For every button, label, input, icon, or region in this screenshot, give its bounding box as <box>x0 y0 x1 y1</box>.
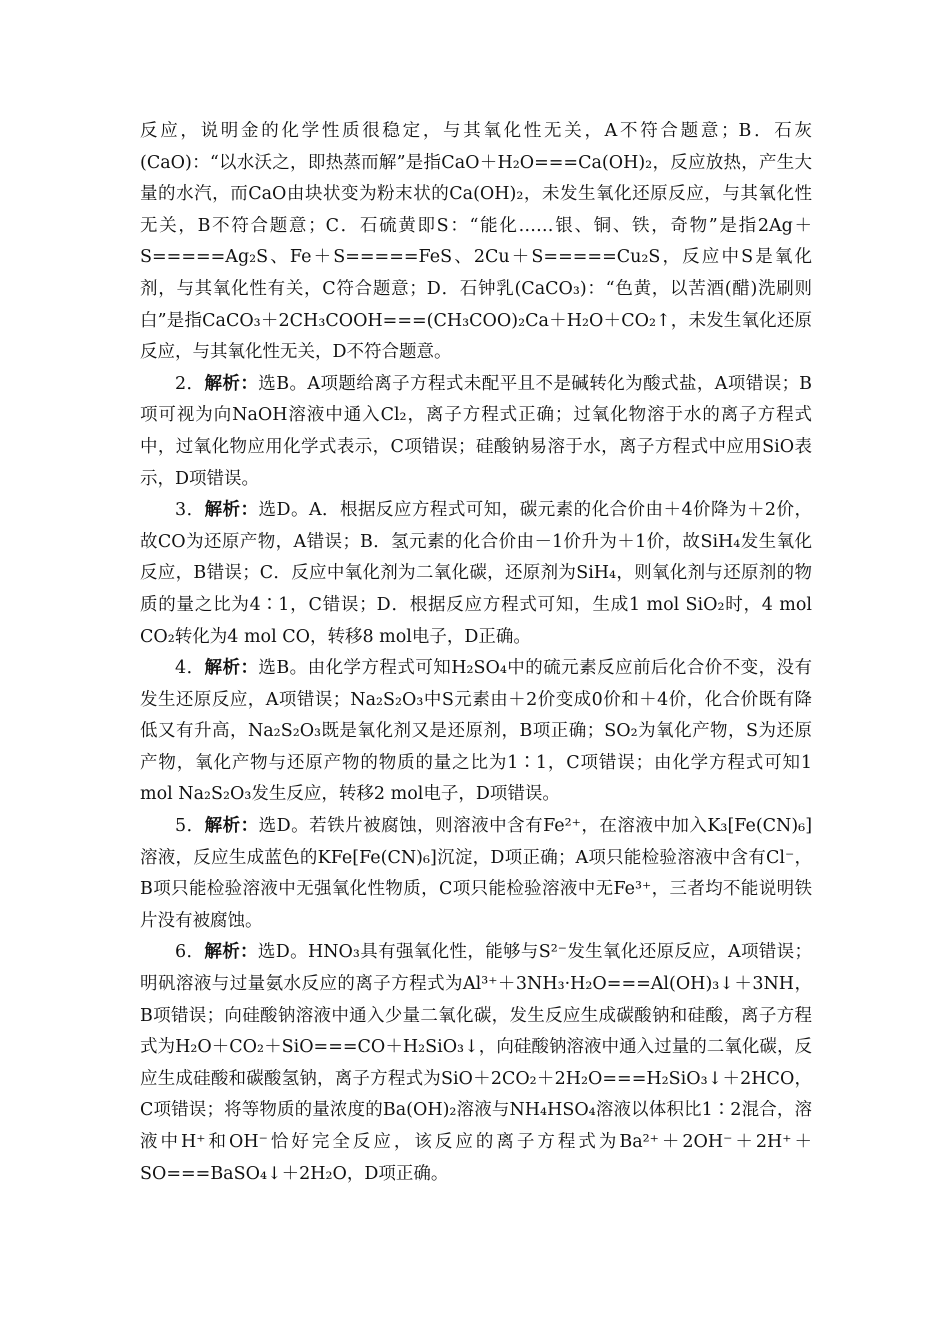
paragraph-text: 选D。A．根据反应方程式可知，碳元素的化合价由＋4价降为＋2价，故CO为还原产物，A错误；B．氢元素的化合价由－1价升为＋1价，故SiH₄发生氧化反应，B错误；C．反应中氧化剂为二氧化碳，还原剂为SiH₄，则氧化剂与还原剂的物质的量之比为4∶1，C错误；D．根据反应方程式可知，生成1 mol SiO₂时，4 mol CO₂转化为4 mol CO，转移8 mol电子，D正确。 <box>140 500 813 647</box>
analysis-label: 解析： <box>204 500 259 521</box>
question-number: 6． <box>175 942 205 963</box>
analysis-label: 解析： <box>204 942 258 963</box>
paragraph-text: 选D。若铁片被腐蚀，则溶液中含有Fe²⁺，在溶液中加入K₃[Fe(CN)₆]溶液，反应生成蓝色的KFe[Fe(CN)₆]沉淀，D项正确；A项只能检验溶液中含有Cl⁻，B项只能检验溶液中无强氧化性物质，C项只能检验溶液中无Fe³⁺，三者均不能说明铁片没有被腐蚀。 <box>140 816 813 931</box>
analysis-label: 解析： <box>204 373 259 394</box>
paragraph-text: 选B。A项题给离子方程式未配平且不是碱转化为酸式盐，A项错误；B项可视为向NaOH溶液中通入Cl₂，离子方程式正确；过氧化物溶于水的离子方程式中，过氧化物应用化学式表示，C项错误；硅酸钠易溶于水，离子方程式中应用SiO表示，D项错误。 <box>140 373 812 489</box>
question-number: 5． <box>175 816 205 837</box>
question-number: 4． <box>175 658 205 679</box>
paragraph-text: 反应，说明金的化学性质很稳定，与其氧化性无关，A不符合题意；B．石灰(CaO)：“以水沃之，即热蒸而解”是指CaO＋H₂O===Ca(OH)₂，反应放热，产生大量的水汽，而CaO由块状变为粉末状的Ca(OH)₂，未发生氧化还原反应，与其氧化性无关，B不符合题意；C．石硫黄即S：“能化……银、铜、铁，奇物”是指2Ag＋S=====Ag₂S、Fe＋S=====FeS、2Cu＋S=====Cu₂S，反应中S是氧化剂，与其氧化性有关，C符合题意；D．石钟乳(CaCO₃)：“色黄，以苦酒(醋)洗刷则白”是指CaCO₃＋2CH₃COOH===(CH₃COO)₂Ca＋H₂O＋CO₂↑，未发生氧化还原反应，与其氧化性无关，D不符合题意。 <box>140 121 812 363</box>
document-body <box>140 116 812 1190</box>
answer-paragraph-2 <box>140 369 812 495</box>
answer-paragraph-4 <box>140 653 812 811</box>
question-number: 2． <box>175 373 205 394</box>
answer-paragraph-6 <box>140 937 812 1190</box>
paragraph-text: 选B。由化学方程式可知H₂SO₄中的硫元素反应前后化合价不变，没有发生还原反应，A项错误；Na₂S₂O₃中S元素由＋2价变成0价和＋4价，化合价既有降低又有升高，Na₂S₂O₃既是氧化剂又是还原剂，B项正确；SO₂为氧化产物，S为还原产物，氧化产物与还原产物的物质的量之比为1∶1，C项错误；由化学方程式可知1 mol Na₂S₂O₃发生反应，转移2 mol电子，D项错误。 <box>140 658 812 805</box>
paragraph-continuation <box>140 116 812 369</box>
answer-paragraph-5 <box>140 811 812 937</box>
question-number: 3． <box>175 500 205 521</box>
analysis-label: 解析： <box>204 816 259 837</box>
analysis-label: 解析： <box>204 658 259 679</box>
paragraph-text: 选D。HNO₃具有强氧化性，能够与S²⁻发生氧化还原反应，A项错误；明矾溶液与过量氨水反应的离子方程式为Al³⁺＋3NH₃·H₂O===Al(OH)₃↓＋3NH，B项错误；向硅酸钠溶液中通入少量二氧化碳，发生反应生成碳酸钠和硅酸，离子方程式为H₂O＋CO₂＋SiO===CO＋H₂SiO₃↓，向硅酸钠溶液中通入过量的二氧化碳，反应生成硅酸和碳酸氢钠，离子方程式为SiO＋2CO₂＋2H₂O===H₂SiO₃↓＋2HCO，C项错误；将等物质的量浓度的Ba(OH)₂溶液与NH₄HSO₄溶液以体积比1∶2混合，溶液中H⁺和OH⁻恰好完全反应，该反应的离子方程式为Ba²⁺＋2OH⁻＋2H⁺＋SO===BaSO₄↓＋2H₂O，D项正确。 <box>140 942 812 1184</box>
answer-paragraph-3 <box>140 495 812 653</box>
